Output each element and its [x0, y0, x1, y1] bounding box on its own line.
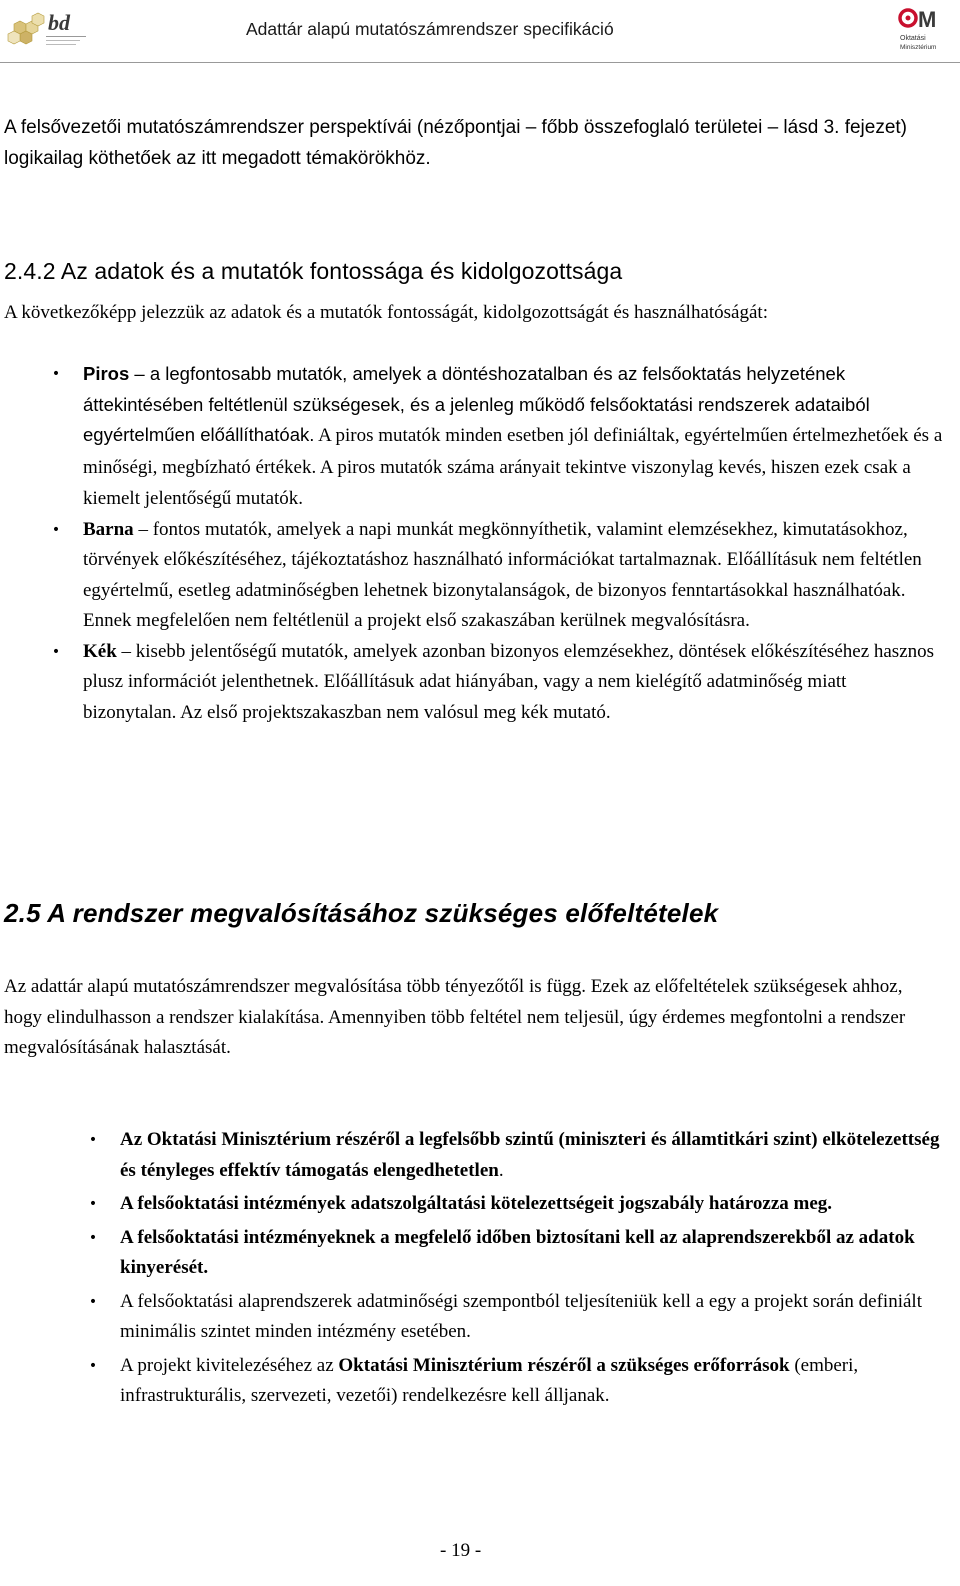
bullet-icon: • [51, 643, 61, 660]
bullet-icon: • [51, 366, 61, 382]
prereq-item-5 [88, 1351, 942, 1412]
om-logo-line1: Oktatási [900, 35, 926, 42]
item-lead-barna: Barna [83, 518, 134, 540]
bullet-icon: • [88, 1357, 98, 1374]
list-item-kek [51, 637, 943, 729]
item-text-barna: – fontos mutatók, amelyek a napi munkát megkönnyíthetik, valamint elemzésekhez, kimutatásokhoz, törvények előkészítéséhez, tájékoztatáshoz használható információkat tartalmaznak. Előállításuk nem feltétlen egyértelmű, esetleg adatminőségben lehetnek bizonytalanságok, de bizonyos fenntartásokkal használhatóak. Ennek megfelelően nem feltétlenül a projekt első szakaszában kerülnek megvalósításra. [83, 518, 922, 631]
svg-text:M: M [918, 7, 937, 32]
prereq-item-1-bold: Az Oktatási Minisztérium részéről a legfelsőbb szintű (miniszteri és államtitkári szint) elkötelezettség és tényleges effektív támogatás elengedhetetlen [120, 1129, 940, 1181]
prerequisites-intro: Az adattár alapú mutatószámrendszer megvalósítása több tényezőtől is függ. Ezek az előfeltételek szükségesek ahhoz, hogy elindulhasson a rendszer kialakítása. Amennyiben több feltétel nem teljesül, úgy érdemes megfontolni a rendszer megvalósításának halasztását. [4, 976, 906, 1058]
bullet-icon: • [88, 1196, 98, 1212]
om-logo-line2: Minisztérium [900, 44, 937, 51]
prereq-item-5-pre: A projekt kivitelezéséhez az [120, 1354, 339, 1376]
prereq-item-1-tail: . [498, 1159, 504, 1181]
section-heading-2-4-2: 2.4.2 Az adatok és a mutatók fontossága és kidolgozottsága [4, 258, 623, 284]
page-header [0, 0, 960, 70]
prereq-item-3 [88, 1223, 942, 1284]
bullet-icon: • [51, 521, 61, 538]
intro-paragraph: A felsővezetői mutatószámrendszer perspektívái (nézőpontjai – főbb összefoglaló területei – lásd 3. fejezet) logikailag köthetőek az itt megadott témakörökhöz. [4, 117, 908, 169]
list-item-piros [51, 359, 943, 515]
prereq-item-5-bold: Oktatási Minisztérium részéről a szükséges erőforrások [338, 1354, 790, 1376]
bd-logo [6, 4, 96, 54]
prereq-item-4-text: A felsőoktatási alaprendszerek adatminőségi szempontból teljesíteniük kell a egy a projekt során definiált minimális szintet minden intézmény esetében. [120, 1290, 922, 1342]
item-lead-piros: Piros [83, 363, 130, 384]
section-heading-2-5: 2.5 A rendszer megvalósításához szükséges előfeltételek [4, 898, 719, 928]
header-divider [0, 62, 960, 63]
prereq-item-3-bold: A felsőoktatási intézményeknek a megfelelő időben biztosítani kell az alaprendszerekből az adatok kinyerését. [120, 1226, 915, 1278]
item-lead-kek: Kék [83, 640, 117, 662]
prerequisites-list [88, 1125, 942, 1412]
list-item-barna [51, 515, 943, 637]
item-text-piros-1: – a legfontosabb mutatók, amelyek a döntéshozatalban és az felsőoktatás helyzetének áttekintésében feltétlenül szükségesek, és a jelenleg működő felsőoktatási rendszerek adataiból egyértelműen előállíthatóak. [83, 363, 870, 445]
prereq-item-4 [88, 1287, 942, 1348]
bullet-icon: • [88, 1229, 98, 1246]
importance-list [51, 359, 943, 728]
importance-intro [4, 298, 944, 329]
bd-logo-text: bd [48, 10, 70, 35]
prereq-item-2-bold: A felsőoktatási intézmények adatszolgáltatási kötelezettségeit jogszabály határozza meg. [120, 1193, 833, 1214]
item-text-piros-2: A piros mutatók minden esetben jól definiáltak, egyértelműen értelmezhetőek és a minőségi, megbízható értékek. A piros mutatók száma arányait tekintve viszonylag kevés, hiszen ezek csak a kiemelt jelentőségű mutatók. [83, 425, 943, 509]
prereq-item-5-post: (emberi, infrastrukturális, szervezeti, vezetői) rendelkezésre kell álljanak. [120, 1354, 859, 1406]
header-title: Adattár alapú mutatószámrendszer specifikáció [246, 19, 614, 39]
prereq-item-1 [88, 1125, 942, 1186]
prereq-item-2 [88, 1189, 942, 1220]
importance-intro-text: A következőképp jelezzük az adatok és a mutatók fontosságát, kidolgozottságát és használhatóságát: [4, 302, 768, 323]
bullet-icon: • [88, 1132, 98, 1148]
item-text-kek: – kisebb jelentőségű mutatók, amelyek azonban bizonyos elemzésekhez, döntések előkészítéséhez hasznos plusz információt jelenthetnek. Előállításuk adat hiányában, vagy a nem kielégítő adatminőség miatt bizonytalan. Az első projektszakaszban nem valósul meg kék mutató. [83, 640, 935, 723]
page-number: - 19 - [440, 1540, 482, 1561]
bullet-icon: • [88, 1293, 98, 1310]
